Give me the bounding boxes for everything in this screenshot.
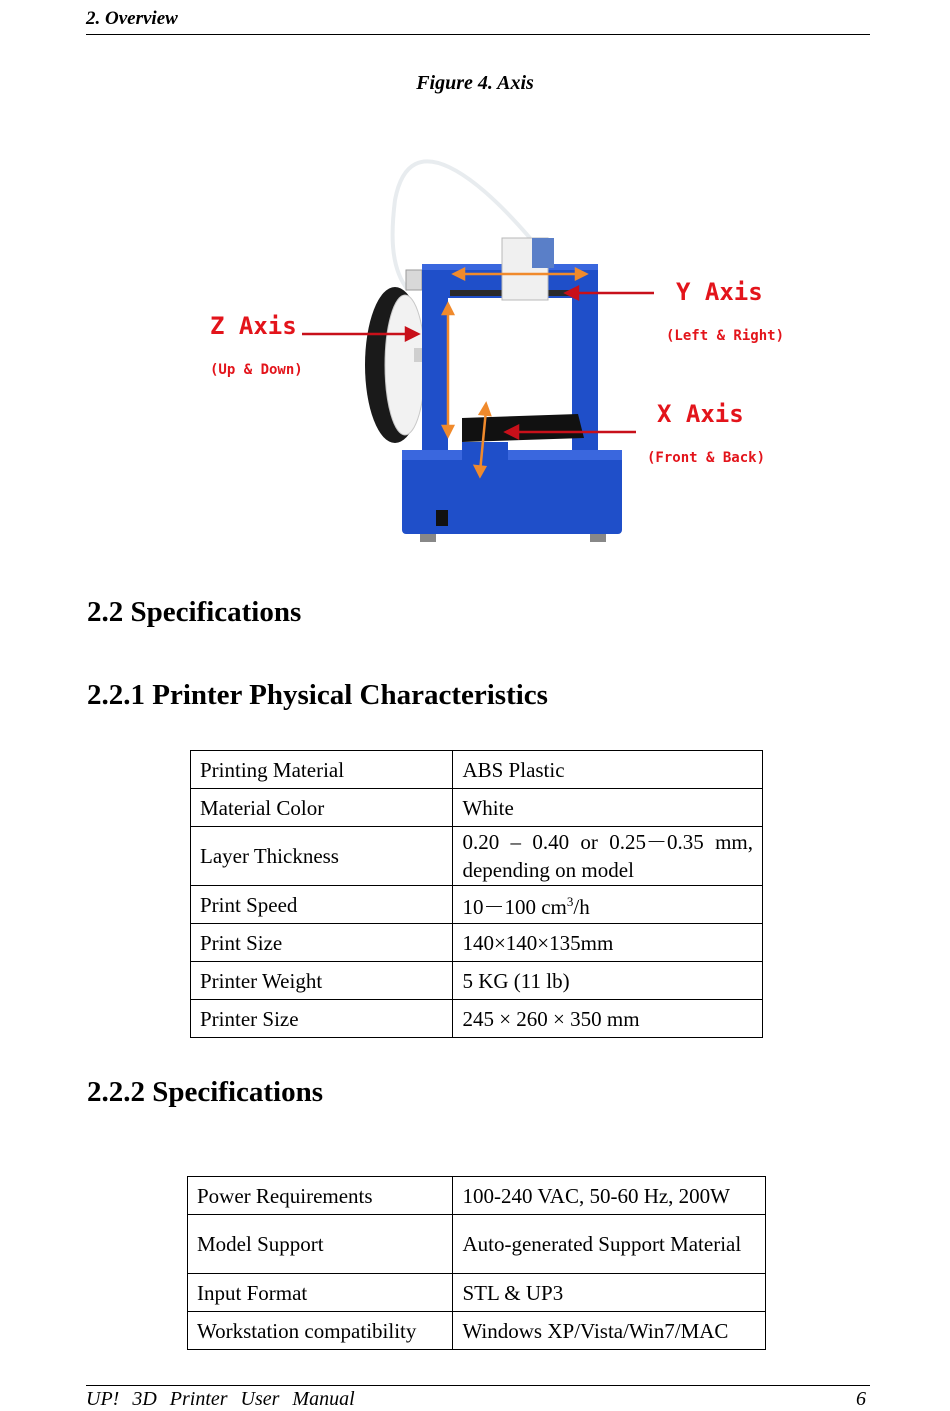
table-row: [188, 1312, 766, 1350]
table-cell-label: Material Color: [191, 789, 453, 827]
table-cell-value: STL & UP3: [453, 1274, 766, 1312]
page-number: 6: [856, 1388, 866, 1410]
table-cell-label: Printer Weight: [191, 962, 453, 1000]
table-cell-label: Input Format: [188, 1274, 453, 1312]
physical-table: [190, 750, 763, 1038]
table-cell-value: 245 × 260 × 350 mm: [453, 1000, 763, 1038]
table-cell-value: [453, 886, 763, 924]
page-header: [86, 8, 870, 35]
table-row: [188, 1274, 766, 1312]
section-title: 2.2 Specifications: [87, 596, 302, 628]
table-cell-label: Power Requirements: [188, 1177, 453, 1215]
table-row: [191, 924, 763, 962]
table-cell-label: Print Size: [191, 924, 453, 962]
y-axis-note: (Left & Right): [666, 328, 785, 344]
table-cell-label: Printing Material: [191, 751, 453, 789]
specs-table: [187, 1176, 766, 1350]
table-row: [188, 1177, 766, 1215]
table-cell-label: Model Support: [188, 1215, 453, 1274]
table-cell-value: 0.20 – 0.40 or 0.25－0.35 mm, depending on model: [453, 827, 763, 886]
table-cell-value: White: [453, 789, 763, 827]
x-axis-note: (Front & Back): [647, 450, 766, 466]
table-cell-value: 5 KG (11 lb): [453, 962, 763, 1000]
table-row: [191, 1000, 763, 1038]
table-row: [191, 827, 763, 886]
print-speed-sup: 3: [566, 894, 574, 909]
table-cell-value: Windows XP/Vista/Win7/MAC: [453, 1312, 766, 1350]
footer-manual-title: UP! 3D Printer User Manual: [86, 1388, 355, 1410]
table-cell-value: Auto-generated Support Material: [453, 1215, 766, 1274]
table-cell-value: ABS Plastic: [453, 751, 763, 789]
z-axis-label: Z Axis: [210, 312, 297, 340]
y-axis-label: Y Axis: [676, 278, 763, 306]
table-row: [188, 1215, 766, 1274]
print-speed-value: 10－100 cm: [462, 895, 567, 919]
table-cell-value: 140×140×135mm: [453, 924, 763, 962]
axis-figure: [180, 120, 800, 570]
physical-title: 2.2.1 Printer Physical Characteristics: [87, 679, 548, 711]
table-row: [191, 789, 763, 827]
table-row: [191, 886, 763, 924]
specs-title: 2.2.2 Specifications: [87, 1076, 324, 1108]
table-cell-value: 100-240 VAC, 50-60 Hz, 200W: [453, 1177, 766, 1215]
table-cell-label: Workstation compatibility: [188, 1312, 453, 1350]
x-axis-label: X Axis: [657, 400, 744, 428]
header-section: 2. Overview: [86, 8, 178, 29]
printer-illustration: [180, 120, 800, 570]
table-cell-label: Layer Thickness: [191, 827, 453, 886]
page-footer: [86, 1385, 870, 1410]
table-row: [191, 962, 763, 1000]
print-speed-suffix: /h: [573, 895, 590, 919]
z-axis-note: (Up & Down): [210, 362, 303, 378]
table-cell-label: Print Speed: [191, 886, 453, 924]
table-row: [191, 751, 763, 789]
table-cell-label: Printer Size: [191, 1000, 453, 1038]
figure-caption: Figure 4. Axis: [416, 72, 534, 94]
